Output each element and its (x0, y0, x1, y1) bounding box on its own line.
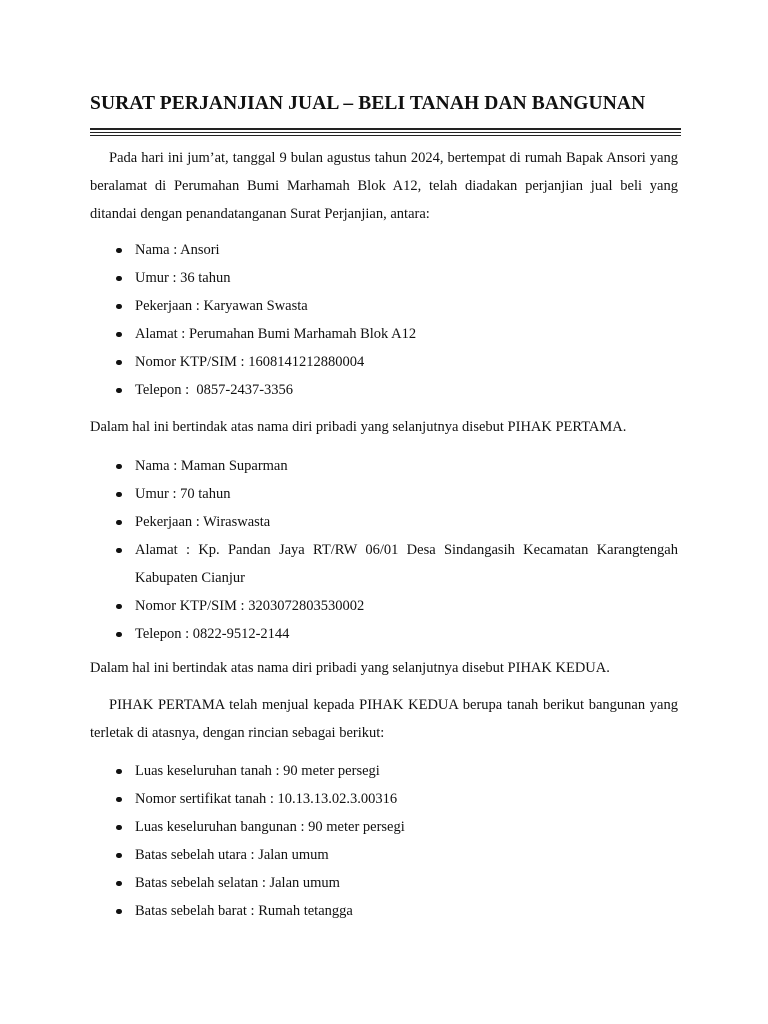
party2-age-item: Umur : 70 tahun (90, 480, 678, 508)
intro-paragraph: Pada hari ini jum’at, tanggal 9 bulan agustus tahun 2024, bertempat di rumah Bapak Ansori yang beralamat di Perumahan Bumi Marhamah Blok A12, telah diadakan perjanjian jual beli yang ditandai dengan penandatanganan Surat Perjanjian, antara: (90, 150, 678, 222)
party2-id-item: Nomor KTP/SIM : 3203072803530002 (90, 592, 678, 620)
party1-occupation-item: Pekerjaan : Karyawan Swasta (90, 292, 678, 320)
bullet-icon (116, 797, 122, 803)
bullet-icon (116, 909, 122, 915)
bullet-icon (116, 388, 122, 394)
property-south-boundary-item: Batas sebelah selatan : Jalan umum (90, 869, 678, 897)
party1-closing: Dalam hal ini bertindak atas nama diri pribadi yang selanjutnya disebut PIHAK PERTAMA. (90, 419, 627, 435)
party2-phone-item: Telepon : 0822-9512-2144 (90, 620, 678, 648)
bullet-icon (116, 853, 122, 859)
bullet-icon (116, 548, 122, 554)
bullet-icon (116, 464, 122, 470)
property-building-area-item: Luas keseluruhan bangunan : 90 meter persegi (90, 813, 678, 841)
title-divider-middle (90, 132, 681, 133)
bullet-icon (116, 492, 122, 498)
bullet-icon (116, 332, 122, 338)
bullet-icon (116, 604, 122, 610)
party2-details-list (90, 452, 678, 648)
party1-id-item: Nomor KTP/SIM : 1608141212880004 (90, 348, 678, 376)
bullet-icon (116, 520, 122, 526)
party1-name-item: Nama : Ansori (90, 236, 678, 264)
property-west-boundary-item: Batas sebelah barat : Rumah tetangga (90, 897, 678, 925)
party1-details-list (90, 236, 678, 404)
bullet-icon (116, 248, 122, 254)
party2-name-item: Nama : Maman Suparman (90, 452, 678, 480)
property-certificate-item: Nomor sertifikat tanah : 10.13.13.02.3.00316 (90, 785, 678, 813)
party1-age-item: Umur : 36 tahun (90, 264, 678, 292)
sale-intro-paragraph: PIHAK PERTAMA telah menjual kepada PIHAK KEDUA berupa tanah berikut bangunan yang terletak di atasnya, dengan rincian sebagai berikut: (90, 697, 678, 741)
party1-address-item: Alamat : Perumahan Bumi Marhamah Blok A12 (90, 320, 678, 348)
property-land-area-item: Luas keseluruhan tanah : 90 meter persegi (90, 757, 678, 785)
party2-closing: Dalam hal ini bertindak atas nama diri pribadi yang selanjutnya disebut PIHAK KEDUA. (90, 660, 610, 676)
property-north-boundary-item: Batas sebelah utara : Jalan umum (90, 841, 678, 869)
document-title: SURAT PERJANJIAN JUAL – BELI TANAH DAN BANGUNAN (90, 93, 646, 114)
party2-address-item: Alamat : Kp. Pandan Jaya RT/RW 06/01 Desa Sindangasih Kecamatan Karangtengah Kabupaten Cianjur (90, 536, 678, 592)
bullet-icon (116, 825, 122, 831)
property-details-list (90, 757, 678, 925)
title-divider-thick (90, 128, 681, 130)
bullet-icon (116, 632, 122, 638)
bullet-icon (116, 769, 122, 775)
bullet-icon (116, 360, 122, 366)
party2-occupation-item: Pekerjaan : Wiraswasta (90, 508, 678, 536)
bullet-icon (116, 304, 122, 310)
party1-phone-item: Telepon : 0857-2437-3356 (90, 376, 678, 404)
bullet-icon (116, 276, 122, 282)
bullet-icon (116, 881, 122, 887)
title-divider-thin (90, 135, 681, 136)
